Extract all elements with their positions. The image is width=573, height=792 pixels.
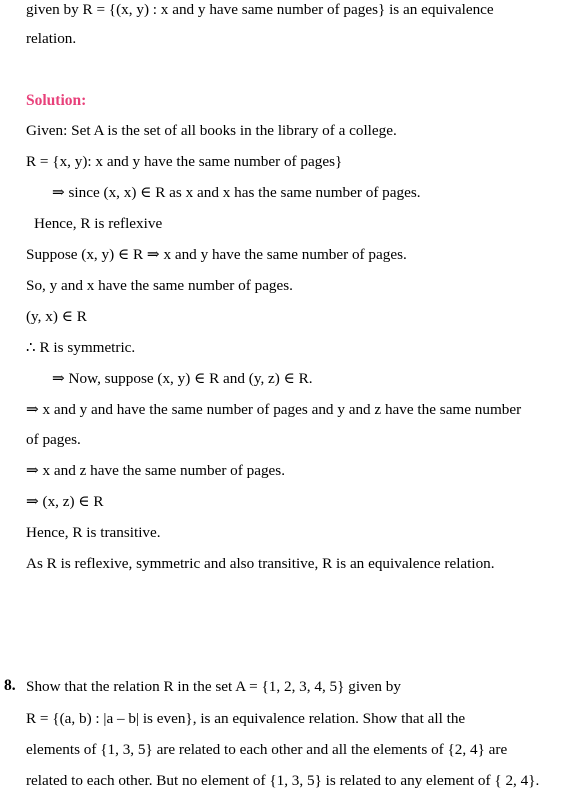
question-line: related to each other. But no element of {1, 3, 5} is related to any element of { 2, 4}. [26,772,540,789]
solution-line: ⇒ since (x, x) ∈ R as x and x has the same number of pages. [52,184,421,201]
solution-line: R = {x, y): x and y have the same number of pages} [26,153,343,170]
question-line: R = {(a, b) : |a – b| is even}, is an equivalence relation. Show that all the [26,710,466,727]
solution-line: Suppose (x, y) ∈ R ⇒ x and y have the same number of pages. [26,246,407,263]
solution-heading: Solution: [26,92,87,109]
solution-line: of pages. [26,431,81,448]
solution-line: ⇒ x and y and have the same number of pages and y and z have the same number [26,401,522,418]
solution-line: Hence, R is reflexive [34,215,163,232]
solution-line: ⇒ x and z have the same number of pages. [26,462,286,479]
solution-line: Given: Set A is the set of all books in the library of a college. [26,122,397,139]
solution-line: As R is reflexive, symmetric and also transitive, R is an equivalence relation. [26,555,495,572]
solution-line: ∴ R is symmetric. [26,339,136,356]
solution-line: So, y and x have the same number of pages. [26,277,293,294]
solution-line: (y, x) ∈ R [26,308,87,325]
solution-line: ⇒ Now, suppose (x, y) ∈ R and (y, z) ∈ R. [52,370,313,387]
solution-line: Hence, R is transitive. [26,524,161,541]
question-line: elements of {1, 3, 5} are related to each other and all the elements of {2, 4} are [26,741,508,758]
question-number: 8. [4,677,16,694]
intro-line-2: relation. [26,30,77,47]
intro-line-1: given by R = {(x, y) : x and y have same number of pages} is an equivalence [26,1,494,18]
question-line: Show that the relation R in the set A = {1, 2, 3, 4, 5} given by [26,678,401,695]
solution-line: ⇒ (x, z) ∈ R [26,493,104,510]
